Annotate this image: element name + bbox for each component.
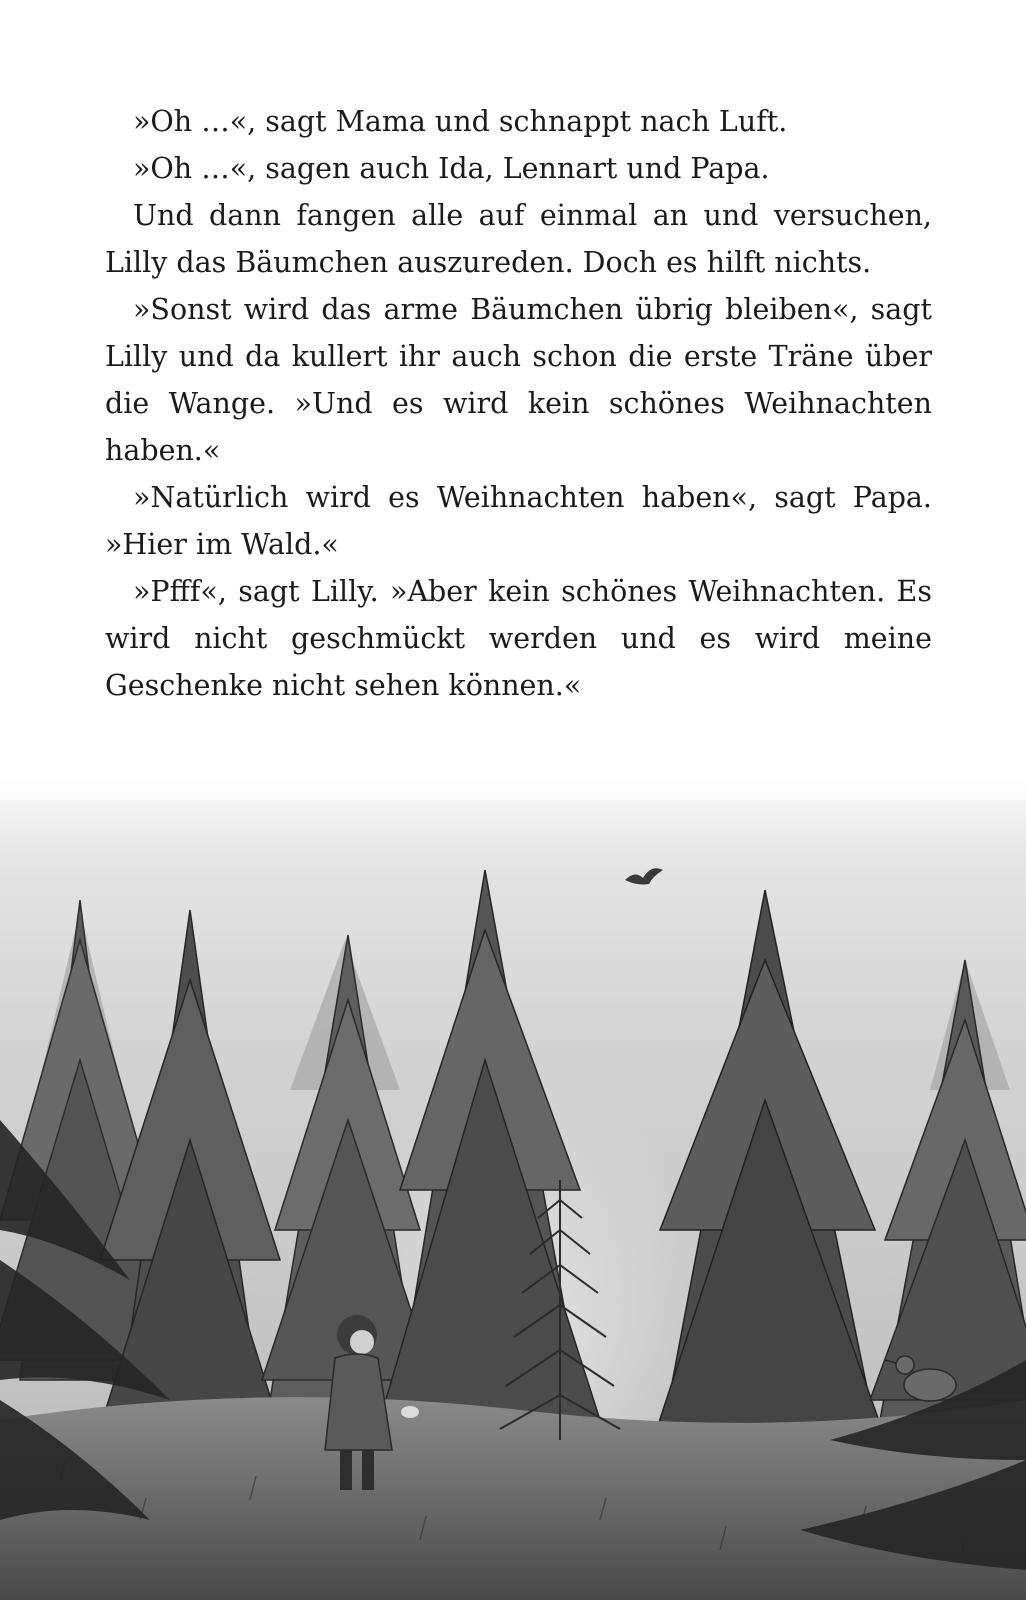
forest-illustration bbox=[0, 760, 1026, 1600]
paragraph-6: »Pfff«, sagt Lilly. »Aber kein schönes Weihnachten. Es wird nicht geschmückt werden und es wird meine Geschenke nicht sehen können.« bbox=[105, 575, 932, 702]
paragraph-2: »Oh …«, sagen auch Ida, Lennart und Papa. bbox=[133, 152, 770, 185]
paragraph-4: »Sonst wird das arme Bäumchen übrig bleiben«, sagt Lilly und da kullert ihr auch schon die erste Träne über die Wange. »Und es wird kein schönes Weihnachten haben.« bbox=[105, 293, 932, 467]
story-text bbox=[105, 98, 932, 709]
paragraph-5: »Natürlich wird es Weihnachten haben«, sagt Papa. »Hier im Wald.« bbox=[105, 481, 932, 561]
paragraph-1: »Oh …«, sagt Mama und schnappt nach Luft. bbox=[133, 105, 788, 138]
paragraph-3: Und dann fangen alle auf einmal an und versuchen, Lilly das Bäumchen auszureden. Doch es hilft nichts. bbox=[105, 199, 932, 279]
